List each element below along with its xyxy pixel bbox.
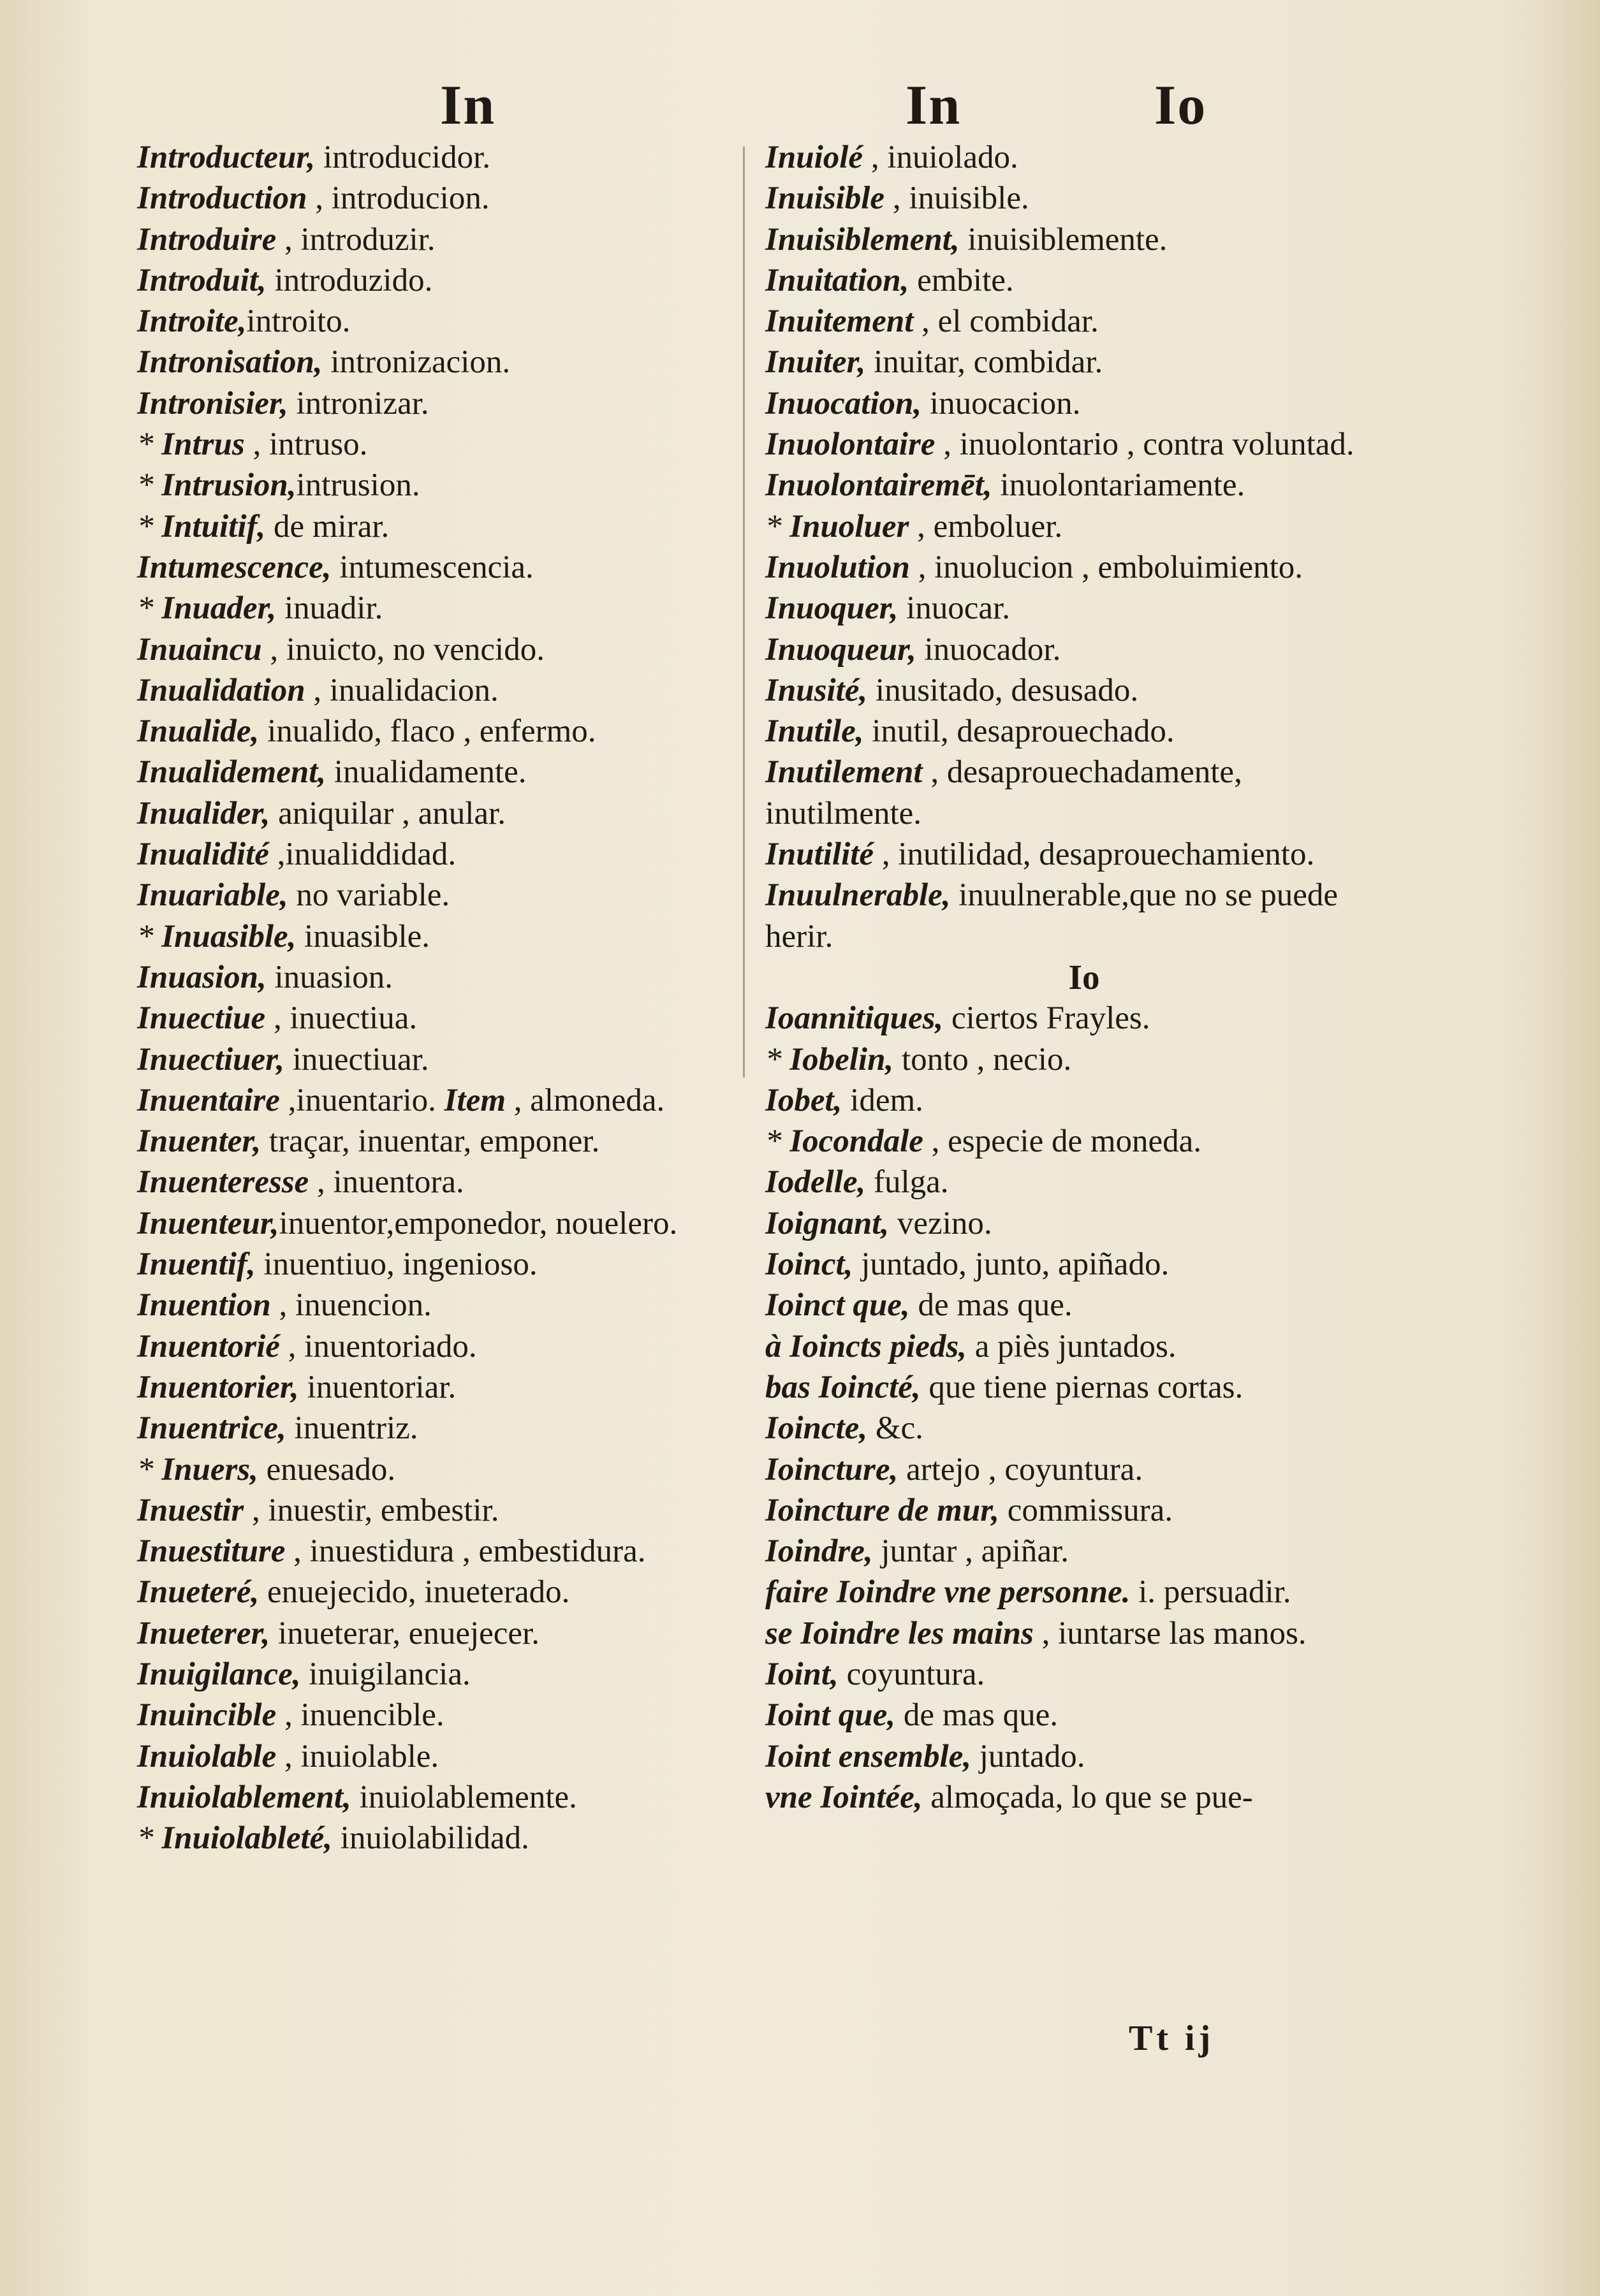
dictionary-entry	[765, 1080, 1403, 1121]
dictionary-entry	[765, 1572, 1403, 1612]
running-head	[0, 73, 1600, 143]
headword: Ioannitiques,	[765, 1000, 944, 1037]
headword: Inuaincu	[137, 631, 262, 668]
dictionary-entry	[765, 1736, 1403, 1777]
gloss: , inuencible.	[276, 1697, 444, 1734]
gloss: inutil, desaprouechado.	[863, 713, 1175, 750]
left-column	[137, 137, 717, 1859]
entry-marker: *	[137, 918, 162, 954]
headword: Ioincte,	[765, 1410, 868, 1447]
headword: Inuolontairemēt,	[765, 467, 992, 504]
gloss: inuocar.	[898, 590, 1010, 627]
gloss: de mas que.	[895, 1697, 1058, 1734]
dictionary-entry	[765, 588, 1403, 629]
entry-marker: *	[765, 1041, 790, 1078]
dictionary-entry	[765, 506, 1403, 547]
dictionary-entry	[765, 383, 1403, 424]
headword: Inuestir	[137, 1492, 244, 1528]
headword: bas Ioincté,	[765, 1369, 921, 1405]
dictionary-entry	[765, 834, 1403, 875]
headword: Inuasible,	[161, 918, 297, 954]
gloss-italic: Item	[444, 1082, 506, 1118]
headword: Inuentorié	[137, 1328, 280, 1364]
gloss: , iuntarse las manos.	[1033, 1615, 1307, 1651]
gloss: , inuestir, embestir.	[244, 1492, 499, 1528]
gloss: tonto , necio.	[893, 1041, 1072, 1078]
headword: Iocondale	[789, 1123, 923, 1160]
gloss-continuation: , almoneda.	[506, 1082, 665, 1118]
headword: Inuulnerable,	[765, 877, 951, 914]
gloss: intronizar.	[288, 385, 429, 421]
dictionary-entry	[765, 1162, 1403, 1203]
headword: Inuentif,	[137, 1247, 256, 1283]
gloss: intumescencia.	[331, 549, 534, 585]
dictionary-entry	[137, 1531, 717, 1572]
dictionary-entry	[137, 1654, 717, 1695]
section-heading: Io	[1068, 957, 1100, 997]
dictionary-entry	[137, 260, 717, 301]
headword: Intrusion,	[161, 467, 297, 504]
headword: Inuenter,	[137, 1123, 261, 1160]
dictionary-entry	[137, 506, 717, 547]
gloss: , introduzir.	[276, 221, 436, 258]
dictionary-entry	[137, 793, 717, 834]
headword: Inuiter,	[765, 344, 866, 381]
headword: Inualidité	[137, 837, 269, 873]
gloss: , inualidacion.	[305, 672, 499, 708]
dictionary-entry	[137, 629, 717, 670]
gloss: , inuisible.	[884, 180, 1029, 217]
headword: Inuitement	[765, 303, 914, 340]
dictionary-entry	[137, 711, 717, 752]
headword: Inualidation	[137, 672, 305, 708]
dictionary-entry	[137, 875, 717, 916]
dictionary-entry	[137, 1121, 717, 1162]
gloss: inusitado, desusado.	[867, 672, 1139, 708]
dictionary-entry	[765, 465, 1403, 506]
gloss: , inuencion.	[270, 1287, 432, 1324]
dictionary-entry	[765, 1244, 1403, 1285]
headword: Inuiolablement,	[137, 1779, 351, 1815]
dictionary-entry	[137, 301, 717, 342]
headword: Inuader,	[161, 590, 277, 627]
headword: Ioignant,	[765, 1205, 890, 1241]
running-head-right: Io	[1154, 75, 1207, 136]
dictionary-entry	[765, 219, 1403, 260]
gloss: ,inuentario.	[279, 1082, 444, 1118]
gloss: , inuolucion , emboluimiento.	[909, 549, 1303, 585]
gloss: , inuicto, no vencido.	[261, 631, 545, 668]
gloss: inuitar, combidar.	[865, 344, 1103, 381]
gloss: , desaprouechadamente, inutilmente.	[765, 754, 1242, 831]
gloss: coyuntura.	[838, 1656, 985, 1692]
gloss: , inuolontario , contra voluntad.	[935, 427, 1354, 463]
gloss: i. persuadir.	[1130, 1574, 1291, 1611]
dictionary-entry	[765, 1285, 1403, 1326]
dictionary-entry	[765, 260, 1403, 301]
gloss: ,inualiddidad.	[268, 837, 457, 873]
gloss: , inuectiua.	[265, 1000, 418, 1037]
headword: Introite,	[137, 303, 247, 340]
gloss: inuiolabilidad.	[332, 1820, 529, 1857]
headword: Intuitif,	[161, 508, 266, 545]
entry-marker: *	[765, 508, 790, 545]
dictionary-entry	[765, 711, 1403, 752]
dictionary-entry	[765, 1654, 1403, 1695]
headword: Intrus	[161, 427, 245, 463]
gloss: no variable.	[288, 877, 450, 914]
headword: Ioint que,	[765, 1697, 896, 1734]
gloss: inualidamente.	[326, 754, 527, 791]
headword: Ioinct,	[765, 1247, 853, 1283]
dictionary-entry	[137, 916, 717, 957]
headword: Inualider,	[137, 795, 270, 831]
headword: faire Ioindre vne personne.	[765, 1574, 1131, 1611]
entry-marker: *	[137, 1820, 162, 1857]
gloss: inuentor,emponedor, nouelero.	[279, 1205, 678, 1241]
headword: Inuincible	[137, 1697, 277, 1734]
gloss: , inuiolado.	[863, 140, 1018, 175]
gloss: juntado, junto, apiñado.	[853, 1247, 1170, 1283]
headword: Ioint ensemble,	[765, 1738, 972, 1774]
gloss: inuentriz.	[286, 1410, 418, 1447]
dictionary-entry	[137, 670, 717, 711]
gloss: inuolontariamente.	[992, 467, 1245, 504]
dictionary-entry	[137, 588, 717, 629]
headword: Inuiolé	[765, 140, 863, 175]
headword: Inuiolable	[137, 1738, 277, 1774]
headword: Ioint,	[765, 1656, 839, 1692]
headword: Inuentaire	[137, 1082, 280, 1118]
gloss: , inuiolable.	[276, 1738, 439, 1774]
gloss: inuigilancia.	[300, 1656, 471, 1692]
headword: Intronisier,	[137, 385, 288, 421]
dictionary-entry	[765, 670, 1403, 711]
gloss: inualido, flaco , enfermo.	[259, 713, 596, 750]
entry-marker: *	[137, 427, 162, 463]
dictionary-entry	[137, 1490, 717, 1531]
dictionary-entry	[137, 137, 717, 178]
gloss: , inuentoriado.	[279, 1328, 477, 1364]
headword: Introduit,	[137, 262, 267, 298]
signature-mark: Tt ij	[1129, 2019, 1215, 2058]
headword: Inuoqueur,	[765, 631, 916, 668]
dictionary-entry	[137, 1203, 717, 1244]
dictionary-entry	[765, 752, 1403, 834]
gloss: inuocacion.	[921, 385, 1081, 421]
headword: Inuectiuer,	[137, 1041, 284, 1078]
headword: Inuolution	[765, 549, 910, 585]
headword: Iobelin,	[789, 1041, 894, 1078]
headword: Inuestiture	[137, 1533, 286, 1570]
headword: Inuoluer	[789, 508, 909, 545]
dictionary-entry	[765, 1613, 1403, 1654]
dictionary-entry	[137, 1777, 717, 1818]
entry-marker: *	[137, 590, 162, 627]
gloss: fulga.	[865, 1164, 949, 1201]
headword: Inuitation,	[765, 262, 909, 298]
headword: Intronisation,	[137, 344, 323, 381]
dictionary-entry	[137, 1244, 717, 1285]
headword: Inuolontaire	[765, 427, 936, 463]
gloss: juntado.	[971, 1738, 1085, 1774]
dictionary-entry	[765, 1326, 1403, 1367]
dictionary-entry	[765, 998, 1403, 1039]
gloss: inuulnerable,que no se puede herir.	[765, 877, 1339, 954]
headword: Inuasion,	[137, 959, 267, 995]
headword: Ioincture,	[765, 1451, 899, 1488]
dictionary-entry	[765, 1490, 1403, 1531]
dictionary-entry	[137, 424, 717, 465]
headword: Inuiolableté,	[161, 1820, 333, 1857]
dictionary-entry	[765, 1695, 1403, 1736]
gloss: intronizacion.	[322, 344, 511, 381]
headword: Inuentrice,	[137, 1410, 286, 1447]
dictionary-entry	[137, 383, 717, 424]
gloss: inuisiblemente.	[959, 221, 1168, 258]
headword: Inutilité	[765, 837, 874, 873]
dictionary-entry	[137, 178, 717, 219]
headword: Inusité,	[765, 672, 868, 708]
gloss: intrusion.	[296, 467, 420, 504]
gloss: &c.	[867, 1410, 923, 1447]
gloss: , inuentora.	[309, 1164, 464, 1201]
dictionary-entry	[765, 875, 1403, 957]
dictionary-entry	[137, 1080, 717, 1121]
gloss: a piès juntados.	[966, 1328, 1177, 1364]
dictionary-entry	[137, 834, 717, 875]
dictionary-entry	[137, 1449, 717, 1490]
dictionary-entry	[765, 1121, 1403, 1162]
gloss: commissura.	[999, 1492, 1173, 1528]
dictionary-entry	[765, 1777, 1403, 1818]
gloss: , el combidar.	[913, 303, 1099, 340]
dictionary-entry	[765, 1408, 1403, 1449]
gloss: enuesado.	[258, 1451, 396, 1488]
headword: Inuigilance,	[137, 1656, 301, 1692]
headword: Inuers,	[161, 1451, 258, 1488]
dictionary-entry	[137, 1326, 717, 1367]
headword: Iodelle,	[765, 1164, 866, 1201]
headword: Inualide,	[137, 713, 260, 750]
gloss: inuentoriar.	[298, 1369, 457, 1405]
headword: Introduire	[137, 221, 277, 258]
headword: Inuention	[137, 1287, 271, 1324]
dictionary-entry	[137, 219, 717, 260]
dictionary-entry	[137, 1408, 717, 1449]
gloss: enuejecido, inueterado.	[259, 1574, 570, 1611]
entry-marker: *	[137, 508, 162, 545]
dictionary-entry	[765, 178, 1403, 219]
gloss: introito.	[246, 303, 351, 340]
gloss: , introducion.	[307, 180, 490, 217]
headword: Inuenteresse	[137, 1164, 309, 1201]
headword: Inuenteur,	[137, 1205, 279, 1241]
gloss: ciertos Frayles.	[943, 1000, 1150, 1037]
dictionary-entry	[137, 465, 717, 506]
gloss: traçar, inuentar, emponer.	[261, 1123, 600, 1160]
dictionary-entry	[137, 1695, 717, 1736]
gloss: inuasible.	[296, 918, 430, 954]
dictionary-entry	[765, 547, 1403, 588]
gloss: inuiolablemente.	[351, 1779, 577, 1815]
gloss: , inutilidad, desaprouechamiento.	[874, 837, 1315, 873]
dictionary-entry	[137, 1736, 717, 1777]
headword: Inutilement	[765, 754, 923, 791]
dictionary-entry	[137, 1162, 717, 1203]
dictionary-entry	[137, 1572, 717, 1612]
headword: Inueteré,	[137, 1574, 260, 1611]
headword: se Ioindre les mains	[765, 1615, 1034, 1651]
headword: Ioinct que,	[765, 1287, 910, 1324]
gloss: inueterar, enuejecer.	[270, 1615, 539, 1651]
gloss: introduzido.	[266, 262, 433, 298]
dictionary-entry	[137, 752, 717, 793]
gloss: artejo , coyuntura.	[898, 1451, 1143, 1488]
running-head-left: In	[440, 75, 496, 136]
headword: Ioindre,	[765, 1533, 873, 1570]
gloss: introducidor.	[315, 140, 490, 175]
gloss: que tiene piernas cortas.	[920, 1369, 1244, 1405]
gloss: de mirar.	[265, 508, 390, 545]
dictionary-entry	[765, 301, 1403, 342]
headword: Inuariable,	[137, 877, 288, 914]
headword: vne Iointée,	[765, 1779, 923, 1815]
gloss: inuentiuo, ingenioso.	[255, 1247, 538, 1283]
headword: Iobet,	[765, 1082, 842, 1118]
headword: Inualidement,	[137, 754, 327, 791]
headword: Inuocation,	[765, 385, 922, 421]
gloss: juntar , apiñar.	[872, 1533, 1069, 1570]
dictionary-entry	[765, 1203, 1403, 1244]
dictionary-entry	[137, 1613, 717, 1654]
headword: Inueterer,	[137, 1615, 270, 1651]
column-rule	[743, 147, 745, 1078]
gloss: de mas que.	[909, 1287, 1073, 1324]
gloss: almoçada, lo que se pue-	[922, 1779, 1253, 1815]
dictionary-entry	[765, 1039, 1403, 1080]
gloss: , inuestidura , embestidura.	[285, 1533, 646, 1570]
gloss: inuocador.	[916, 631, 1061, 668]
dictionary-entry	[765, 629, 1403, 670]
gloss: aniquilar , anular.	[270, 795, 506, 831]
gloss: , especie de moneda.	[923, 1123, 1202, 1160]
right-column	[765, 137, 1403, 1818]
headword: Introducteur,	[137, 140, 316, 175]
dictionary-entry	[137, 342, 717, 383]
headword: Intumescence,	[137, 549, 332, 585]
dictionary-entry	[137, 957, 717, 998]
headword: Inuisible	[765, 180, 885, 217]
headword: Introduction	[137, 180, 307, 217]
gloss: idem.	[842, 1082, 923, 1118]
dictionary-entry	[765, 1449, 1403, 1490]
gloss: vezino.	[889, 1205, 992, 1241]
headword: à Ioincts pieds,	[765, 1328, 967, 1364]
headword: Ioincture de mur,	[765, 1492, 999, 1528]
dictionary-entry	[765, 342, 1403, 383]
dictionary-entry	[137, 1818, 717, 1859]
dictionary-entry	[137, 1285, 717, 1326]
gloss: , intruso.	[244, 427, 368, 463]
headword: Inuisiblement,	[765, 221, 960, 258]
dictionary-entry	[765, 1367, 1403, 1408]
dictionary-entry	[137, 1367, 717, 1408]
dictionary-entry	[137, 1039, 717, 1080]
gloss: inuadir.	[276, 590, 383, 627]
headword: Inuentorier,	[137, 1369, 299, 1405]
dictionary-entry	[137, 998, 717, 1039]
headword: Inutile,	[765, 713, 864, 750]
dictionary-entry	[765, 137, 1403, 178]
entry-marker: *	[137, 467, 162, 504]
gloss: , emboluer.	[909, 508, 1063, 545]
gloss: inuectiuar.	[284, 1041, 429, 1078]
gloss: inuasion.	[266, 959, 393, 995]
headword: Inuoquer,	[765, 590, 899, 627]
dictionary-entry	[765, 424, 1403, 465]
dictionary-entry	[765, 1531, 1403, 1572]
gloss: embite.	[909, 262, 1014, 298]
dictionary-entry	[137, 547, 717, 588]
headword: Inuectiue	[137, 1000, 266, 1037]
running-head-middle: In	[906, 75, 962, 136]
entry-marker: *	[137, 1451, 162, 1488]
entry-marker: *	[765, 1123, 790, 1160]
